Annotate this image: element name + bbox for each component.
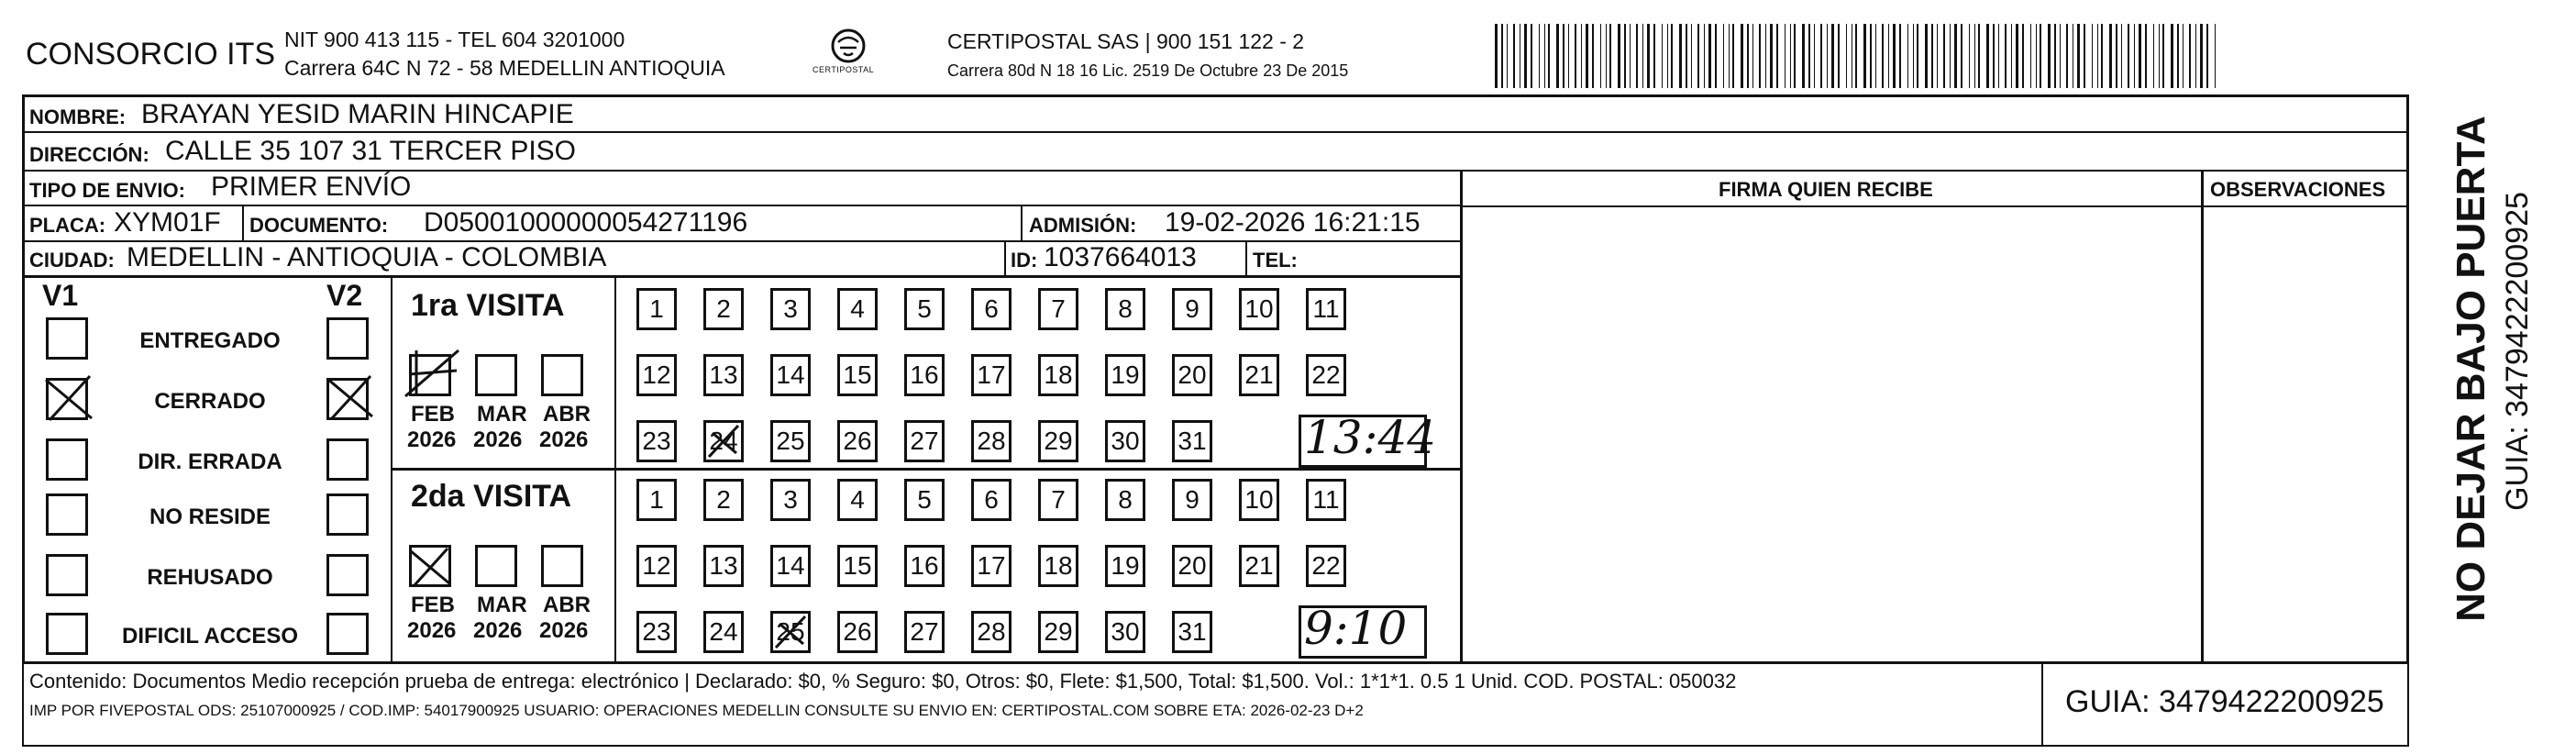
nombre-label: NOMBRE: <box>29 105 127 128</box>
second-visit-day-box[interactable]: 15 <box>837 545 878 587</box>
first-visit-day-box[interactable]: 1 <box>636 288 677 330</box>
ciudad-label: CIUDAD: <box>29 249 115 272</box>
first-visit-title: 1ra VISITA <box>411 288 565 323</box>
v2-cerrado-mark <box>326 372 374 420</box>
second-visit-month-checkbox[interactable] <box>541 545 583 587</box>
barcode <box>1495 24 2228 88</box>
imp-line: IMP POR FIVEPOSTAL ODS: 25107000925 / COD.IMP: 54017900925 USUARIO: OPERACIONES MEDELLIN CONSULTE SU ENVIO EN: CERTIPOSTAL.COM SOBRE ETA: 2026-02-23 D+2 <box>29 702 1364 719</box>
logo-text: CERTIPOSTAL <box>813 65 875 74</box>
status-label: CERRADO <box>154 389 266 414</box>
v1-checkbox[interactable] <box>46 493 88 536</box>
status-label: DIFICIL ACCESO <box>121 624 298 649</box>
placa-label: PLACA: <box>29 214 106 237</box>
first-visit-day-box[interactable]: 30 <box>1105 420 1145 462</box>
first-visit-year-label: 2026 <box>539 427 589 452</box>
first-visit-day-box[interactable]: 2 <box>703 288 744 330</box>
second-visit-day-box[interactable]: 5 <box>904 479 945 521</box>
second-visit-day-mark <box>770 611 811 653</box>
first-visit-day-box[interactable]: 12 <box>636 354 677 396</box>
first-visit-day-box[interactable]: 4 <box>837 288 878 330</box>
first-visit-day-box[interactable]: 8 <box>1105 288 1145 330</box>
admision-label: ADMISIÓN: <box>1029 214 1137 237</box>
second-visit-day-box[interactable]: 4 <box>837 479 878 521</box>
second-visit-day-box[interactable]: 16 <box>904 545 945 587</box>
v1-checkbox[interactable] <box>46 317 88 360</box>
first-visit-day-box[interactable]: 26 <box>837 420 878 462</box>
status-label: ENTREGADO <box>139 328 281 353</box>
first-visit-year-label: 2026 <box>473 427 523 452</box>
side-guia-text: GUIA: 3479422200925 <box>2500 192 2535 511</box>
first-visit-day-box[interactable]: 15 <box>837 354 878 396</box>
v2-checkbox[interactable] <box>326 554 369 596</box>
v1-checkbox[interactable] <box>46 554 88 596</box>
second-visit-day-box[interactable]: 7 <box>1038 479 1078 521</box>
company-name: CONSORCIO ITS <box>26 37 276 72</box>
second-visit-month-checkbox[interactable] <box>475 545 517 587</box>
second-visit-day-box[interactable]: 29 <box>1038 611 1078 653</box>
firma-header: FIRMA QUIEN RECIBE <box>1719 178 1933 201</box>
v2-checkbox[interactable] <box>326 493 369 536</box>
second-visit-day-box[interactable]: 20 <box>1172 545 1212 587</box>
second-visit-day-box[interactable]: 11 <box>1306 479 1346 521</box>
second-visit-day-box[interactable]: 12 <box>636 545 677 587</box>
id-value: 1037664013 <box>1044 242 1197 272</box>
second-visit-day-box[interactable]: 2 <box>703 479 744 521</box>
first-visit-month-checkbox[interactable] <box>475 354 517 396</box>
second-visit-year-label: 2026 <box>473 618 523 643</box>
second-visit-day-box[interactable]: 3 <box>770 479 811 521</box>
first-visit-month-label: FEB <box>411 402 455 427</box>
side-text <box>2421 101 2535 651</box>
second-visit-day-box[interactable]: 19 <box>1105 545 1145 587</box>
status-label: DIR. ERRADA <box>138 449 282 474</box>
company-address: Carrera 64C N 72 - 58 MEDELLIN ANTIOQUIA <box>284 56 725 80</box>
first-visit-day-box[interactable]: 29 <box>1038 420 1078 462</box>
second-visit-day-box[interactable]: 8 <box>1105 479 1145 521</box>
company-nit: NIT 900 413 115 - TEL 604 3201000 <box>284 28 625 51</box>
second-visit-title: 2da VISITA <box>411 479 572 514</box>
certipostal-line: CERTIPOSTAL SAS | 900 151 122 - 2 <box>947 29 1305 53</box>
placa-value: XYM01F <box>114 207 221 238</box>
second-visit-month-label: FEB <box>411 593 455 617</box>
second-visit-day-box[interactable]: 13 <box>703 545 744 587</box>
second-visit-day-box[interactable]: 31 <box>1172 611 1212 653</box>
first-visit-day-box[interactable]: 25 <box>770 420 811 462</box>
second-visit-day-box[interactable]: 22 <box>1306 545 1346 587</box>
v1-cerrado-mark <box>44 372 94 422</box>
first-visit-day-box[interactable]: 16 <box>904 354 945 396</box>
first-visit-year-label: 2026 <box>407 427 457 452</box>
first-visit-day-box[interactable]: 27 <box>904 420 945 462</box>
status-label: REHUSADO <box>147 565 273 590</box>
first-visit-day-box[interactable]: 3 <box>770 288 811 330</box>
first-visit-day-mark <box>703 420 744 462</box>
v1-checkbox[interactable] <box>46 613 88 655</box>
first-visit-day-box[interactable]: 20 <box>1172 354 1212 396</box>
first-visit-day-box[interactable]: 10 <box>1239 288 1279 330</box>
first-visit-month-checkbox[interactable] <box>541 354 583 396</box>
v2-checkbox[interactable] <box>326 317 369 360</box>
first-visit-day-box[interactable]: 19 <box>1105 354 1145 396</box>
second-visit-feb-mark <box>409 545 451 587</box>
first-visit-day-box[interactable]: 23 <box>636 420 677 462</box>
second-visit-day-box[interactable]: 28 <box>971 611 1012 653</box>
first-visit-day-box[interactable]: 22 <box>1306 354 1346 396</box>
documento-label: DOCUMENTO: <box>249 214 389 237</box>
second-visit-month-label: ABR <box>543 593 591 617</box>
first-visit-day-box[interactable]: 5 <box>904 288 945 330</box>
ciudad-value: MEDELLIN - ANTIOQUIA - COLOMBIA <box>127 242 607 272</box>
first-visit-feb-mark <box>404 347 462 400</box>
second-visit-day-box[interactable]: 27 <box>904 611 945 653</box>
first-visit-day-box[interactable]: 18 <box>1038 354 1078 396</box>
v1-checkbox[interactable] <box>46 438 88 481</box>
second-visit-day-box[interactable]: 17 <box>971 545 1012 587</box>
direccion-value: CALLE 35 107 31 TERCER PISO <box>165 136 577 166</box>
first-visit-day-box[interactable]: 17 <box>971 354 1012 396</box>
second-visit-month-label: MAR <box>477 593 527 617</box>
first-visit-day-box[interactable]: 9 <box>1172 288 1212 330</box>
first-visit-day-box[interactable]: 21 <box>1239 354 1279 396</box>
tel-label: TEL: <box>1253 249 1298 272</box>
v2-checkbox[interactable] <box>326 438 369 481</box>
first-visit-day-box[interactable]: 11 <box>1306 288 1346 330</box>
first-visit-day-box[interactable]: 24 <box>703 420 744 462</box>
first-visit-day-box[interactable]: 14 <box>770 354 811 396</box>
first-visit-month-label: MAR <box>477 402 527 427</box>
id-label: ID: <box>1011 249 1038 272</box>
first-visit-day-box[interactable]: 6 <box>971 288 1012 330</box>
contenido-line: Contenido: Documentos Medio recepción prueba de entrega: electrónico | Declarado: $0, % Seguro: $0, Otros: $0, Flete: $1,500, Total: $1,500. Vol.: 1*1*1. 0.5 1 Unid. COD. POSTAL: 050032 <box>29 670 1737 693</box>
no-dejar-text: NO DEJAR BAJO PUERTA <box>2449 116 2493 622</box>
certipostal-logo <box>807 26 890 81</box>
second-visit-day-box[interactable]: 26 <box>837 611 878 653</box>
admision-value: 19-02-2026 16:21:15 <box>1165 207 1421 238</box>
second-visit-year-label: 2026 <box>539 618 589 643</box>
first-visit-day-box[interactable]: 31 <box>1172 420 1212 462</box>
second-visit-time-value: 9:10 <box>1304 602 1408 655</box>
first-visit-day-box[interactable]: 28 <box>971 420 1012 462</box>
footer-guia: GUIA: 3479422200925 <box>2065 684 2384 719</box>
first-visit-time-value: 13:44 <box>1304 411 1437 464</box>
second-visit-day-box[interactable]: 18 <box>1038 545 1078 587</box>
v2-label: V2 <box>326 279 363 312</box>
tipo-envio-label: TIPO DE ENVIO: <box>29 179 185 202</box>
v2-checkbox[interactable] <box>326 613 369 655</box>
second-visit-day-box[interactable]: 1 <box>636 479 677 521</box>
second-visit-year-label: 2026 <box>407 618 457 643</box>
v1-label: V1 <box>42 279 79 312</box>
second-visit-day-box[interactable]: 9 <box>1172 479 1212 521</box>
direccion-label: DIRECCIÓN: <box>29 143 149 166</box>
second-visit-day-box[interactable]: 25 <box>770 611 811 653</box>
first-visit-day-box[interactable]: 7 <box>1038 288 1078 330</box>
second-visit-day-box[interactable]: 30 <box>1105 611 1145 653</box>
second-visit-day-box[interactable]: 24 <box>703 611 744 653</box>
nombre-value: BRAYAN YESID MARIN HINCAPIE <box>141 99 574 129</box>
second-visit-day-box[interactable]: 21 <box>1239 545 1279 587</box>
documento-value: D05001000000054271196 <box>424 207 748 238</box>
first-visit-day-box[interactable]: 13 <box>703 354 744 396</box>
first-visit-month-label: ABR <box>543 402 591 427</box>
second-visit-day-box[interactable]: 14 <box>770 545 811 587</box>
second-visit-day-box[interactable]: 23 <box>636 611 677 653</box>
tipo-envio-value: PRIMER ENVÍO <box>211 172 412 202</box>
status-label: NO RESIDE <box>149 505 271 529</box>
certipostal-address: Carrera 80d N 18 16 Lic. 2519 De Octubre 23 De 2015 <box>947 61 1349 80</box>
observaciones-header: OBSERVACIONES <box>2210 178 2386 201</box>
second-visit-day-box[interactable]: 6 <box>971 479 1012 521</box>
second-visit-day-box[interactable]: 10 <box>1239 479 1279 521</box>
